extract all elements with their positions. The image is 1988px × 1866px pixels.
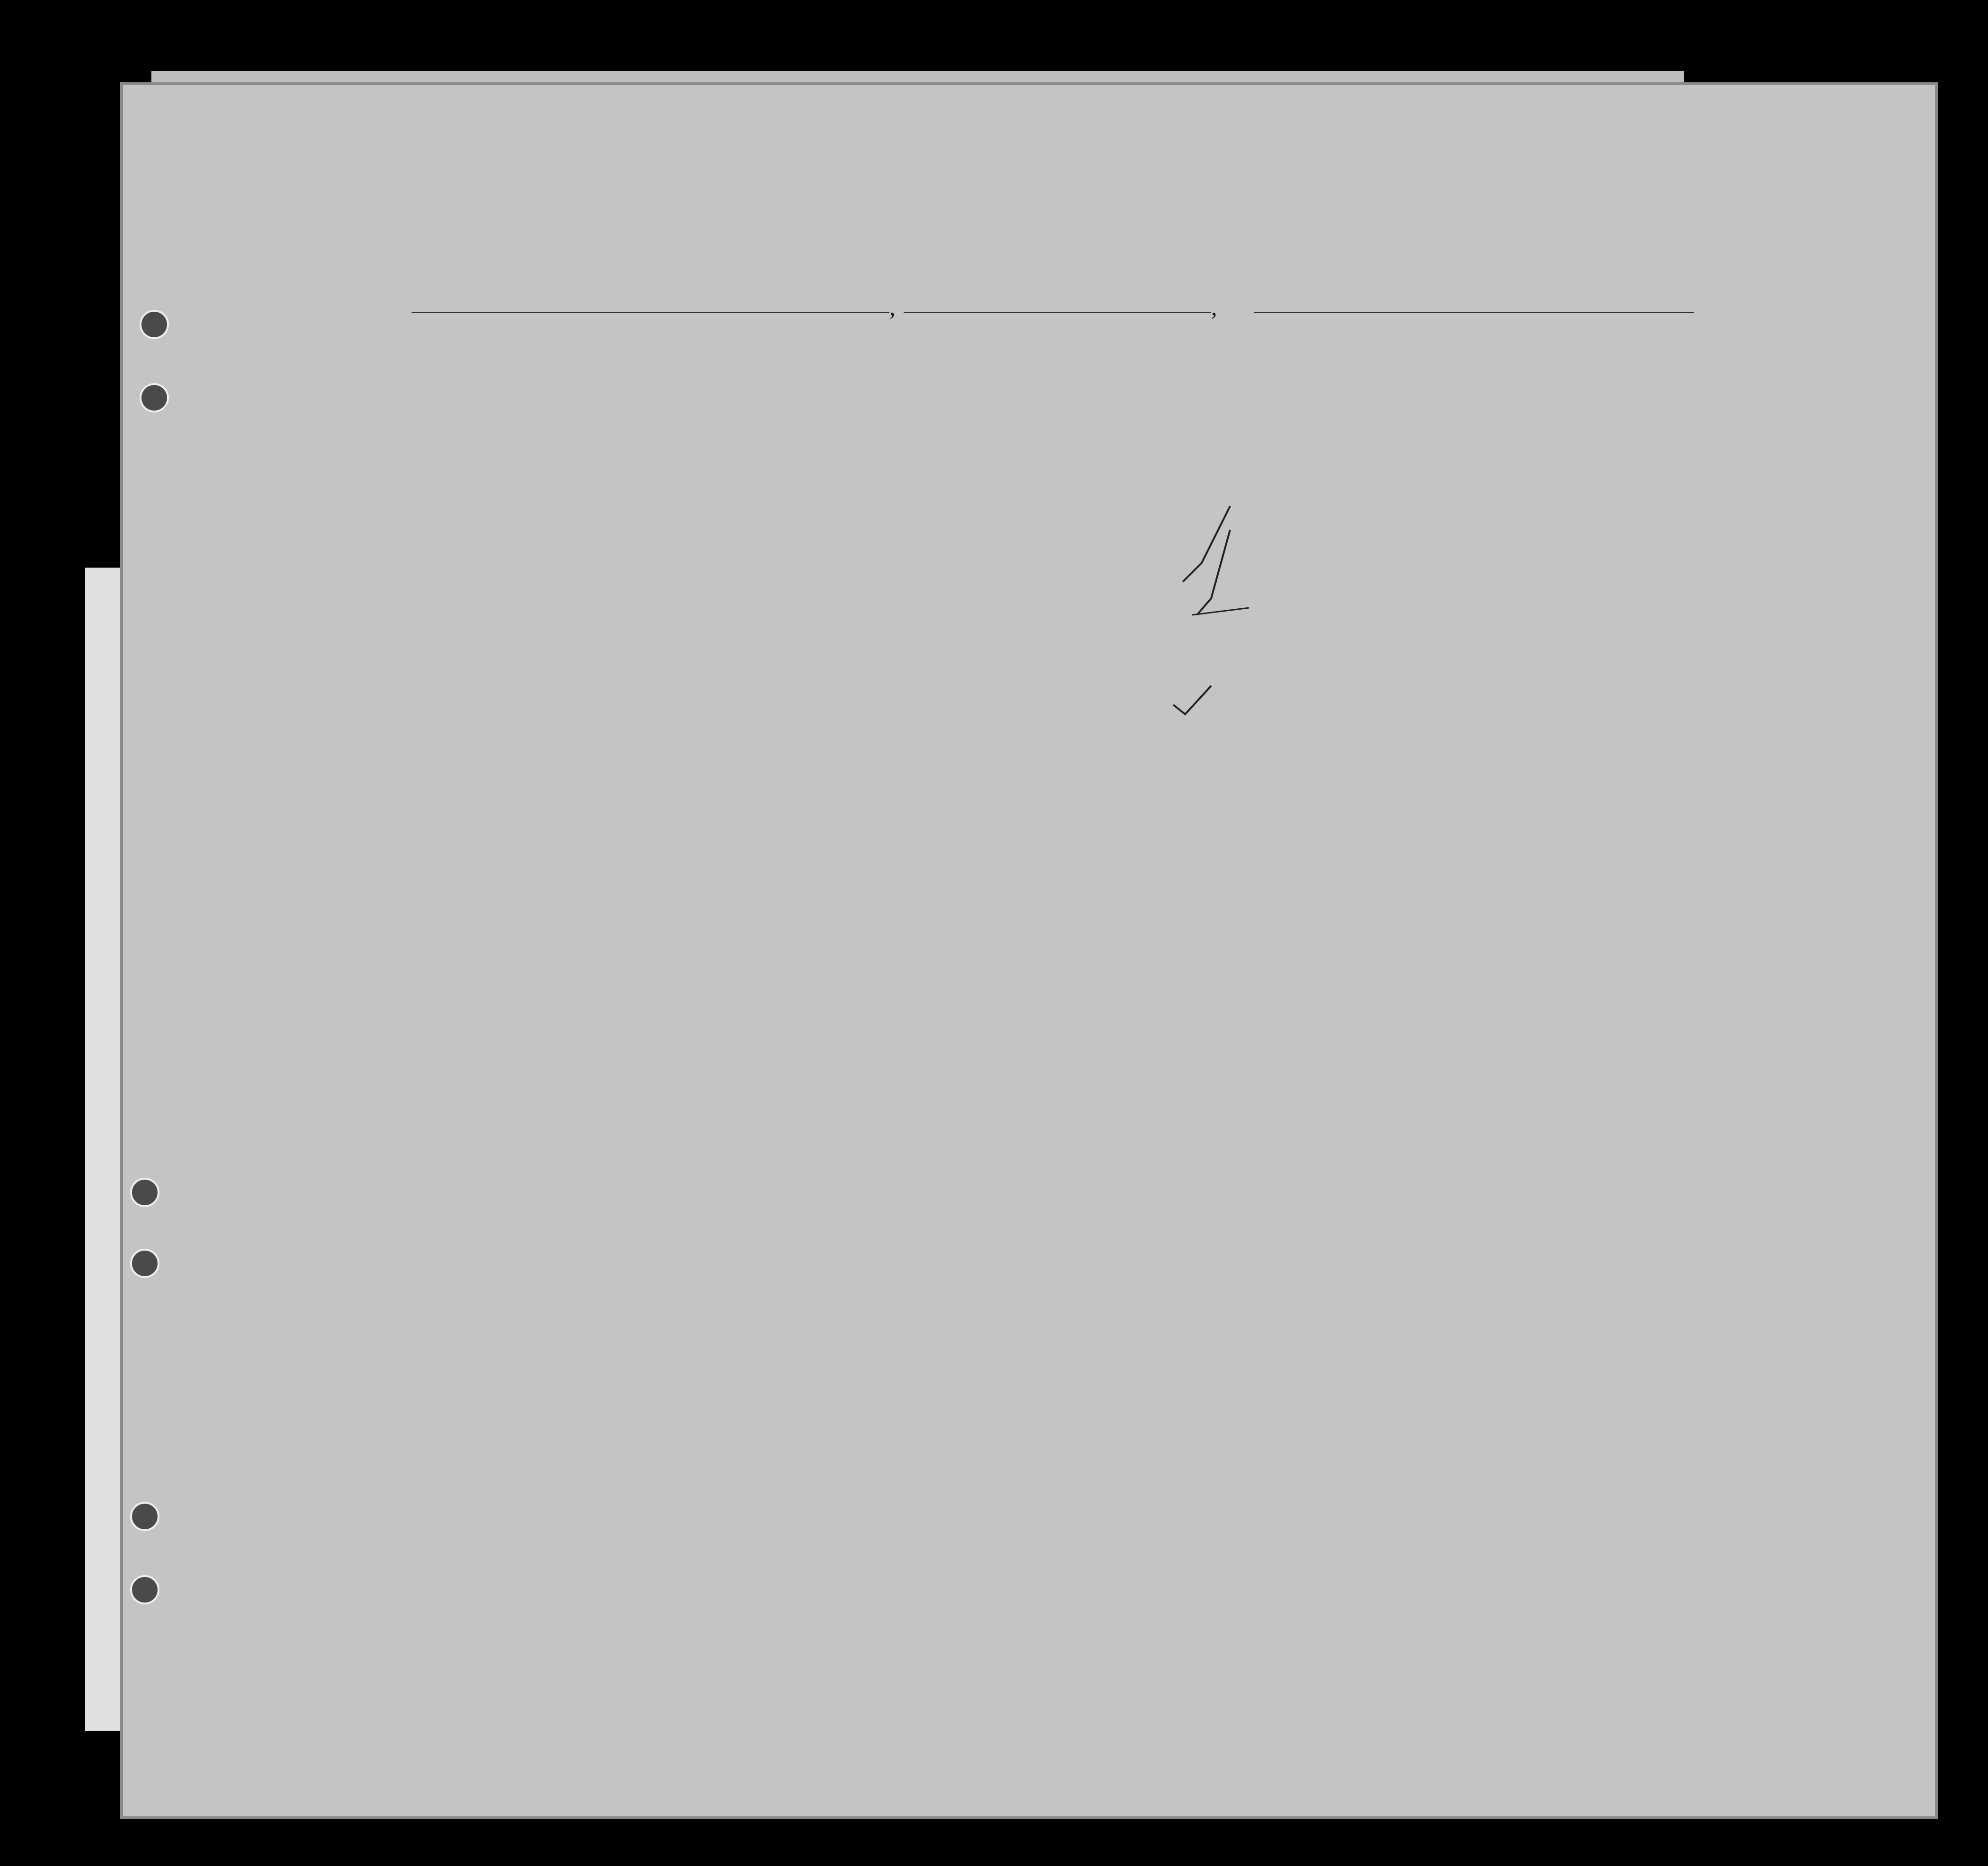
comma: , xyxy=(889,294,896,320)
comma: , xyxy=(1211,294,1217,320)
handwritten-checkmarks xyxy=(1088,497,1467,743)
